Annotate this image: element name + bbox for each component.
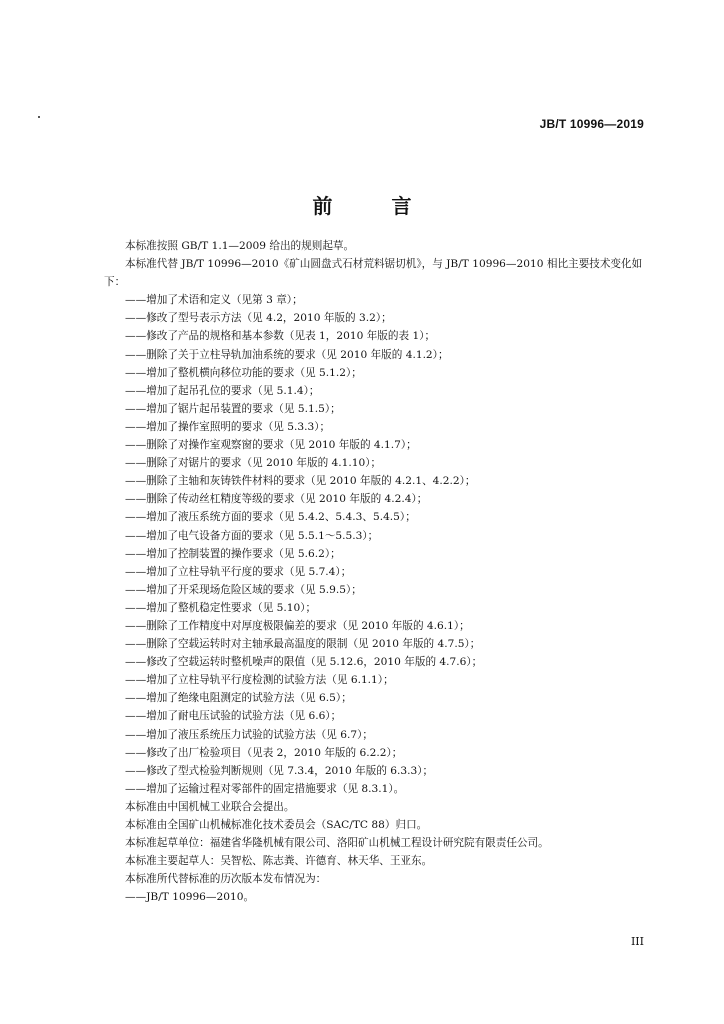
paragraph: 本标准由全国矿山机械标准化技术委员会（SAC/TC 88）归口。 bbox=[125, 819, 428, 831]
paragraph: ——删除了主轴和灰铸铁件材料的要求（见 2010 年版的 4.2.1、4.2.2）； bbox=[125, 475, 476, 488]
paragraph: ——增加了耐电压试验的试验方法（见 6.6）； bbox=[125, 710, 342, 723]
document-code: JB/T 10996—2019 bbox=[539, 117, 644, 131]
paragraph: ——删除了工作精度中对厚度极限偏差的要求（见 2010 年版的 4.6.1）； bbox=[125, 619, 470, 632]
paragraph: ——增加了整机稳定性要求（见 5.10）； bbox=[125, 601, 317, 614]
paragraph: ——修改了型号表示方法（见 4.2，2010 年版的 3.2）； bbox=[125, 312, 392, 325]
paragraph: ——增加了起吊孔位的要求（见 5.1.4）； bbox=[125, 384, 320, 397]
paragraph: 本标准起草单位：福建省华隆机械有限公司、洛阳矿山机械工程设计研究院有限责任公司。 bbox=[125, 837, 549, 850]
paragraph: ——增加了控制装置的操作要求（见 5.6.2）； bbox=[125, 547, 341, 560]
paragraph: ——增加了立柱导轨平行度的要求（见 5.7.4）； bbox=[125, 565, 352, 578]
foreword-body bbox=[104, 237, 644, 906]
paragraph: ——增加了液压系统方面的要求（见 5.4.2、5.4.3、5.4.5）； bbox=[125, 511, 416, 524]
paragraph: ——删除了空载运转时对主轴承最高温度的限制（见 2010 年版的 4.7.5）； bbox=[125, 638, 481, 651]
paragraph: ——增加了操作室照明的要求（见 5.3.3）； bbox=[125, 420, 331, 433]
paragraph: ——增加了锯片起吊装置的要求（见 5.1.5）； bbox=[125, 402, 341, 415]
paragraph: ——增加了整机横向移位功能的要求（见 5.1.2）； bbox=[125, 366, 362, 379]
page-speck bbox=[38, 116, 40, 118]
paragraph: ——JB/T 10996—2010。 bbox=[125, 891, 255, 904]
paragraph: ——增加了立柱导轨平行度检测的试验方法（见 6.1.1）； bbox=[125, 674, 394, 687]
paragraph: 本标准所代替标准的历次版本发布情况为： bbox=[125, 873, 327, 886]
page-title: 前 言 bbox=[312, 194, 438, 218]
page-number: III bbox=[630, 935, 644, 948]
paragraph: ——修改了型式检验判断规则（见 7.3.4，2010 年版的 6.3.3）； bbox=[125, 764, 434, 777]
paragraph: ——增加了液压系统压力试验的试验方法（见 6.7）； bbox=[125, 728, 373, 741]
paragraph: ——增加了绝缘电阻测定的试验方法（见 6.5）； bbox=[125, 692, 352, 705]
paragraph: 本标准由中国机械工业联合会提出。 bbox=[125, 800, 295, 813]
paragraph: ——增加了术语和定义（见第 3 章）； bbox=[125, 294, 303, 307]
paragraph: ——删除了传动丝杠精度等级的要求（见 2010 年版的 4.2.4）； bbox=[125, 493, 428, 506]
paragraph: ——删除了对锯片的要求（见 2010 年版的 4.1.10）； bbox=[125, 457, 382, 470]
paragraph: 本标准按照 GB/T 1.1—2009 给出的规则起草。 bbox=[125, 240, 355, 252]
paragraph: ——修改了产品的规格和基本参数（见表 1，2010 年版的表 1）； bbox=[125, 330, 436, 343]
paragraph: ——修改了空载运转时整机噪声的限值（见 5.12.6，2010 年版的 4.7.6）； bbox=[125, 656, 483, 669]
paragraph: ——修改了出厂检验项目（见表 2，2010 年版的 6.2.2）； bbox=[125, 746, 403, 759]
paragraph: 本标准主要起草人：吴智松、陈志粪、许德育、林天华、王亚东。 bbox=[125, 855, 433, 868]
paragraph: ——删除了关于立柱导轨加油系统的要求（见 2010 年版的 4.1.2）； bbox=[125, 348, 449, 361]
paragraph: ——增加了运输过程对零部件的固定措施要求（见 8.3.1）。 bbox=[125, 782, 405, 795]
paragraph: ——增加了电气设备方面的要求（见 5.5.1～5.5.3）； bbox=[125, 529, 379, 542]
paragraph: ——删除了对操作室观察窗的要求（见 2010 年版的 4.1.7）； bbox=[125, 439, 417, 452]
paragraph: ——增加了开采现场危险区域的要求（见 5.9.5）； bbox=[125, 583, 362, 596]
paragraph: 本标准代替 JB/T 10996—2010《矿山圆盘式石材荒料锯切机》，与 JB/T 10996—2010 相比主要技术变化如下： bbox=[104, 258, 643, 289]
